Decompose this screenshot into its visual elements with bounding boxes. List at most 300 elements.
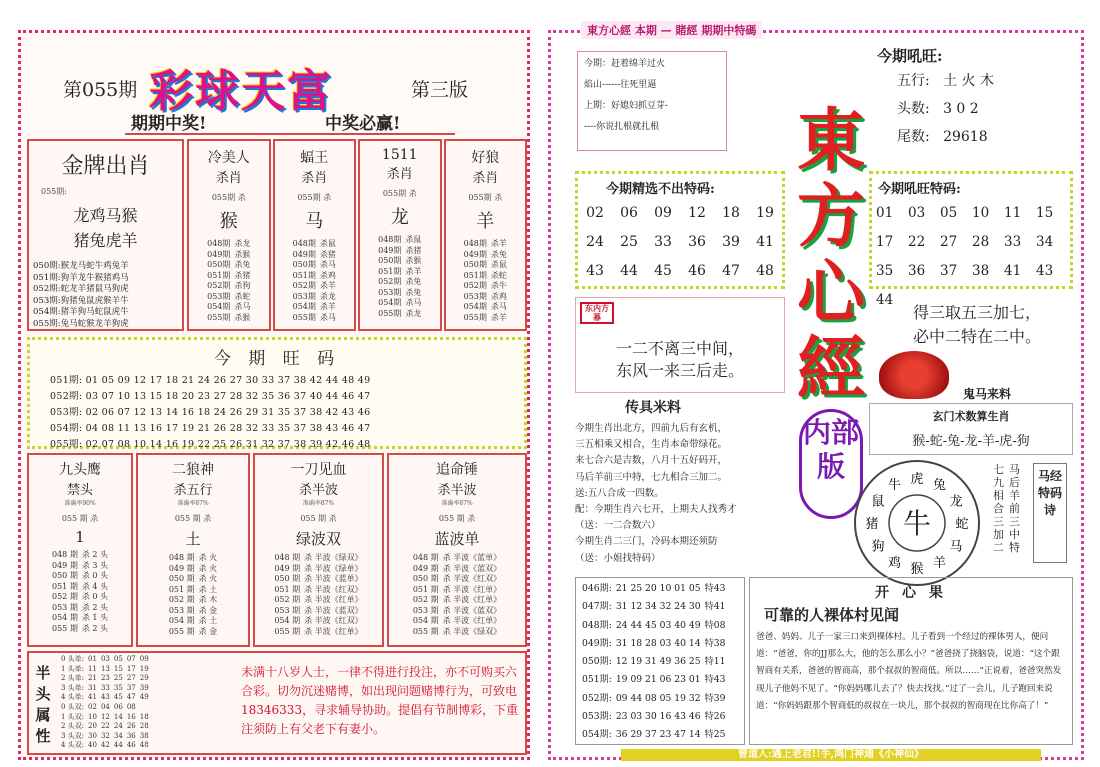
killer-box bbox=[187, 139, 271, 331]
cell: 杀 0 头 bbox=[81, 592, 108, 601]
cell: 杀 火 bbox=[198, 563, 218, 573]
bottom-value: 1 bbox=[75, 528, 85, 546]
killer-table bbox=[291, 239, 338, 323]
killer-sub: 杀肖 bbox=[472, 171, 499, 186]
number-cell: 02 bbox=[586, 205, 604, 221]
cell bbox=[138, 703, 151, 713]
cell: 048期 bbox=[463, 239, 487, 248]
cell: 杀猴 bbox=[234, 249, 251, 259]
number-cell: 43 bbox=[586, 263, 604, 279]
cell: 杀 半波《红双》 bbox=[442, 574, 502, 583]
number-cell: 24 bbox=[586, 234, 604, 250]
wheel-zodiac-label: 鼠 bbox=[871, 494, 885, 510]
cell: 054 期 bbox=[52, 613, 78, 622]
cell: 048 期 bbox=[274, 553, 301, 562]
number-cell: 41 bbox=[1004, 263, 1022, 279]
cell: 杀猪 bbox=[319, 249, 336, 259]
number-cell: 48 bbox=[756, 263, 774, 279]
cell: 杀 半波《红单》 bbox=[304, 626, 363, 636]
wheel-zodiac-label: 虎 bbox=[910, 472, 924, 487]
cell: 02 bbox=[88, 702, 97, 711]
cell: 41 bbox=[88, 693, 97, 702]
poem-line: 今期：赶着绵羊过火 bbox=[584, 59, 666, 69]
killer-name: 蝠王 bbox=[300, 150, 329, 166]
bottom-sub: 杀五行 bbox=[173, 483, 213, 498]
cell: 4 头单: bbox=[61, 693, 85, 702]
kaixin-headline: 可靠的人裸体村见闻 bbox=[764, 606, 900, 624]
cell: 052期 bbox=[207, 281, 231, 290]
cell: 杀羊 bbox=[319, 302, 336, 311]
cell: 052 期 bbox=[52, 592, 78, 601]
wheel-zodiac-label: 马 bbox=[949, 539, 963, 555]
cell: 054 期 bbox=[168, 616, 195, 625]
buchu-box bbox=[575, 171, 785, 289]
verse-line: 得三取五三加七， bbox=[913, 303, 1042, 322]
cell: 16 bbox=[126, 712, 136, 721]
cell: 特38 bbox=[704, 637, 726, 649]
slogan-bar bbox=[125, 109, 455, 135]
killer-issue: 055期 杀 bbox=[297, 193, 332, 202]
wangma-box bbox=[27, 337, 527, 449]
sub-title: 内部版 bbox=[799, 409, 863, 519]
cell: 杀鼠 bbox=[405, 235, 422, 244]
bottom-title: 二狼神 bbox=[172, 462, 214, 478]
cell: 杀 木 bbox=[198, 595, 218, 604]
cell: 杀猪 bbox=[405, 245, 422, 255]
cell: 053期 bbox=[207, 291, 231, 301]
history-box bbox=[575, 577, 745, 745]
number-cell: 03 bbox=[908, 205, 926, 221]
bottom-table bbox=[411, 553, 503, 637]
cell: 055期 bbox=[207, 312, 231, 322]
cell: 杀 半波《红双》 bbox=[304, 584, 363, 594]
jinqi-weishu bbox=[877, 126, 1073, 146]
cell: 特11 bbox=[704, 656, 726, 668]
cell: 046期: bbox=[582, 583, 612, 594]
chuanju-line: 三五相乘又相合，生肖本命带绿花。 bbox=[575, 439, 728, 451]
jinqi-box bbox=[877, 45, 1073, 167]
number-cell: 18 bbox=[722, 205, 740, 221]
cell: 31 12 34 32 24 30 bbox=[615, 601, 701, 613]
cell: 4 头双: bbox=[61, 741, 85, 750]
number-cell: 27 bbox=[940, 234, 958, 250]
number-cell: 36 bbox=[908, 263, 926, 279]
slogan-left: 期期中奖! bbox=[131, 114, 207, 134]
cell: 049 期 bbox=[168, 563, 195, 573]
cell: 051 期 bbox=[274, 584, 301, 594]
cell: 053 期 bbox=[274, 605, 301, 615]
cell: 048期: bbox=[582, 619, 612, 631]
tiger-icon bbox=[879, 351, 949, 399]
cell: 杀羊 bbox=[490, 239, 507, 248]
chuanju-line: 送:五八合成一四数。 bbox=[575, 487, 664, 499]
killer-box bbox=[273, 139, 357, 331]
wheel-zodiac-label: 狗 bbox=[871, 539, 885, 555]
number-cell: 19 bbox=[756, 205, 774, 221]
side-stamp: 马经特码诗 bbox=[1033, 463, 1067, 563]
cell: 2 头单: bbox=[61, 674, 85, 683]
chuanju-line: （送：一二合数六） bbox=[575, 520, 661, 532]
cell: 45 bbox=[113, 693, 123, 702]
cell: 杀马 bbox=[490, 302, 507, 311]
xuanmen-line: 猴-蛇-兔-龙-羊-虎-狗 bbox=[912, 434, 1030, 449]
cell: 34 bbox=[113, 731, 123, 740]
cell: 31 bbox=[88, 683, 97, 692]
cell: 12 19 31 49 36 25 bbox=[615, 656, 701, 668]
cell: 050期: bbox=[582, 656, 612, 668]
cell: 杀龙 bbox=[405, 308, 422, 318]
cell: 特43 bbox=[704, 674, 726, 686]
cell: 050 期 bbox=[412, 574, 439, 583]
poem-line: 上期：好媳妇抓豆芽- bbox=[584, 101, 669, 111]
jinpai-history-row: 052期:蛇龙羊猪鼠马狗虎 bbox=[33, 284, 129, 294]
cell: 杀 4 头 bbox=[81, 581, 108, 591]
cell: 杀 火 bbox=[198, 574, 218, 583]
cell: 40 bbox=[88, 741, 97, 750]
cell: 3 头单: bbox=[61, 683, 85, 692]
cell: 055期 bbox=[292, 312, 316, 322]
number-cell: 06 bbox=[620, 205, 638, 221]
bottom-sub: 禁头 bbox=[66, 483, 93, 498]
cell: 054期: bbox=[582, 729, 612, 741]
cell: 049 期 bbox=[52, 560, 78, 570]
cell: 13 bbox=[100, 664, 110, 673]
cell: 杀蛇 bbox=[234, 291, 251, 301]
bottom-box bbox=[27, 453, 133, 647]
cell: 杀 半波《绿双》 bbox=[442, 626, 502, 636]
cell: 052期: bbox=[582, 692, 612, 704]
cell: 19 bbox=[139, 664, 149, 673]
killer-table bbox=[205, 239, 252, 323]
cell: 052 期 bbox=[168, 595, 195, 604]
jinpai-history-row: 051期:狗羊龙牛猴猪鸡马 bbox=[33, 272, 129, 283]
number-cell: 43 bbox=[1036, 263, 1054, 279]
cell: 055期 bbox=[463, 312, 487, 322]
wangma-row: 051期: 01 05 09 12 17 18 21 24 26 27 30 33 37 38 42 44 48 49 bbox=[50, 375, 371, 386]
chuanju-line: 配：今期生肖六七开，上期夫人找秀才 bbox=[575, 504, 737, 516]
killer-issue: 055期 杀 bbox=[468, 193, 503, 202]
cell: 051期 bbox=[292, 270, 316, 280]
cell: 43 bbox=[100, 693, 110, 702]
bottom-value: 土 bbox=[185, 530, 201, 548]
cell: 杀马 bbox=[319, 312, 336, 322]
bottom-table bbox=[50, 550, 110, 634]
cell: 32 bbox=[100, 731, 110, 740]
number-cell: 33 bbox=[1004, 234, 1022, 250]
killer-sub: 杀肖 bbox=[386, 167, 413, 182]
side-verse2: 马后羊前三中特 bbox=[1009, 463, 1020, 554]
houwang-grid bbox=[872, 199, 1070, 315]
killer-box bbox=[358, 139, 442, 331]
cell: 44 bbox=[113, 741, 123, 750]
cell: 杀马 bbox=[319, 260, 336, 269]
wangma-row: 053期: 02 06 07 12 13 14 16 18 24 26 29 31 35 37 38 42 43 46 bbox=[50, 407, 371, 418]
kaixin-title: 开 心 果 bbox=[875, 585, 947, 601]
killer-name: 1511 bbox=[381, 147, 418, 163]
number-cell: 01 bbox=[876, 205, 894, 221]
cell: 35 bbox=[113, 683, 123, 692]
wangma-row: 054期: 04 08 11 13 16 17 19 21 26 28 32 33 35 37 38 43 46 47 bbox=[50, 423, 371, 434]
cell: 050期 bbox=[292, 260, 316, 269]
bottom-sub: 杀半波 bbox=[298, 483, 338, 498]
number-cell: 44 bbox=[876, 292, 894, 308]
verse-line: 一二不离三中间， bbox=[616, 339, 745, 358]
cell: 26 bbox=[126, 722, 136, 731]
bottom-box bbox=[136, 453, 250, 647]
accuracy: 准确率87% bbox=[441, 500, 473, 507]
cell: 36 bbox=[126, 731, 136, 740]
wheel-zodiac-label: 龙 bbox=[949, 494, 963, 510]
cell: 048 期 bbox=[168, 553, 195, 562]
killer-table bbox=[462, 239, 509, 323]
cell: 杀羊 bbox=[490, 312, 507, 322]
jinpai-issue: 055期: bbox=[41, 187, 67, 196]
wheel-center: 牛 bbox=[902, 507, 932, 540]
cell: 杀羊 bbox=[319, 281, 336, 290]
cell: 048期 bbox=[378, 235, 402, 244]
poem-line: ----你说扎根就扎根 bbox=[584, 122, 660, 132]
cell: 10 bbox=[88, 712, 97, 721]
cell: 22 bbox=[100, 722, 110, 731]
killer-box bbox=[444, 139, 528, 331]
number-cell: 25 bbox=[620, 234, 638, 250]
cell: 053期: bbox=[582, 711, 612, 723]
cell: 049期 bbox=[378, 245, 402, 255]
number-cell: 45 bbox=[654, 263, 672, 279]
bottom-box bbox=[387, 453, 527, 647]
cell: 23 bbox=[100, 674, 110, 683]
killer-value: 马 bbox=[305, 211, 324, 232]
cell: 38 bbox=[139, 731, 149, 740]
cell: 051期 bbox=[463, 270, 487, 280]
cell: 29 bbox=[139, 674, 149, 683]
cell: 053 期 bbox=[168, 605, 195, 615]
jinpai-title: 金牌出肖 bbox=[61, 154, 150, 179]
chuanju-line: 今期生肖出北方，四前九后有玄机， bbox=[575, 423, 728, 434]
chuanju-line: （送：小姐找特码） bbox=[575, 552, 661, 564]
chuanju-line: 来七合六是吉数，八月十五好码开， bbox=[575, 455, 728, 467]
cell: 杀 半波《蓝双》 bbox=[304, 605, 363, 615]
cell: 053 期 bbox=[412, 605, 439, 615]
cell: 23 03 30 16 43 46 bbox=[615, 711, 701, 723]
number-cell: 46 bbox=[688, 263, 706, 279]
jinqi-title: 今期吼旺: bbox=[877, 47, 943, 65]
cell: 055 期 bbox=[274, 626, 301, 636]
cell: 杀 2 头 bbox=[81, 602, 108, 612]
chuanju-line: 马后羊前三中特，七九相合三加二。 bbox=[575, 471, 728, 483]
cell: 054期 bbox=[463, 302, 487, 311]
cell: 19 09 21 06 23 01 bbox=[615, 674, 701, 686]
cell: 49 bbox=[139, 693, 149, 702]
wangma-title: 今 期 旺 码 bbox=[213, 349, 341, 369]
cell: 杀狗 bbox=[234, 281, 251, 290]
cell: 31 18 28 03 40 14 bbox=[615, 637, 701, 649]
cell: 1 头双: bbox=[61, 712, 85, 721]
wuxing-value: 土 火 木 bbox=[943, 73, 994, 89]
number-cell: 44 bbox=[620, 263, 638, 279]
cell: 18 bbox=[139, 712, 149, 721]
kaixin-box bbox=[749, 577, 1073, 745]
jinpai-history bbox=[33, 261, 182, 330]
cell: 050 期 bbox=[168, 574, 195, 583]
accuracy: 准确率87% bbox=[177, 500, 209, 507]
cell: 0 头单: bbox=[61, 655, 85, 663]
cell: 051期 bbox=[207, 270, 231, 280]
footer-banner: 曾道人:遇上老君!!手,鸿门神通《小神仙》 bbox=[621, 749, 1041, 761]
cell: 杀 2 头 bbox=[81, 623, 108, 633]
poem-box bbox=[577, 51, 727, 151]
cell: 055 期 bbox=[168, 626, 195, 636]
kaixin-body: 爸爸、妈妈、儿子一家三口来到裸体村。儿子看到一个经过的裸体男人，便问道：“爸爸，你的JJ那么大，他的怎么那么小？”爸爸挠了挠脑袋，说道：“这个跟智商有关系，爸爸的智商高，那个叔叔的智商低。所以……”正说着，爸爸突然发现儿子他妈不见了。“你妈妈哪儿去了？快去找找。”过了一会儿，儿子跑回来说道：“你妈妈跟那个智商低的叔叔在一块儿，那个叔叔的智商现在比你高了！” bbox=[756, 632, 1062, 711]
cell: 049 期 bbox=[274, 563, 301, 573]
cell: 053 期 bbox=[52, 602, 78, 612]
cell: 053期 bbox=[463, 291, 487, 301]
cell: 053期 bbox=[292, 291, 316, 301]
weishu-label: 尾数: bbox=[897, 129, 930, 145]
cell: 055 期 bbox=[52, 623, 78, 633]
cell: 杀 3 头 bbox=[81, 560, 108, 570]
houwang-title: 今期吼旺特码: bbox=[878, 182, 961, 197]
cell: 21 25 20 10 01 05 bbox=[615, 583, 701, 594]
cell: 37 bbox=[126, 683, 136, 692]
jinpai-history-row: 055期:兔马蛇猴龙羊狗虎 bbox=[33, 318, 129, 329]
cell: 杀鸡 bbox=[490, 291, 507, 301]
wuxing-label: 五行: bbox=[897, 73, 930, 89]
number-cell: 10 bbox=[972, 205, 990, 221]
top-banner: 東方心經 本期 — 賭經 期期中特碼 bbox=[581, 21, 762, 39]
cell: 杀猴 bbox=[405, 256, 422, 265]
killer-issue: 055期 杀 bbox=[382, 189, 417, 198]
cell: 杀鼠 bbox=[319, 239, 336, 248]
cell: 杀 土 bbox=[198, 584, 218, 594]
jinpai-box bbox=[27, 139, 184, 331]
weishu-value: 29618 bbox=[943, 129, 988, 145]
killer-table bbox=[376, 235, 423, 319]
bottom-title: 一刀见血 bbox=[290, 462, 347, 478]
cell: 杀 半波《蓝双》 bbox=[442, 605, 502, 615]
cell: 047期: bbox=[582, 601, 612, 613]
toushu-value: 3 0 2 bbox=[943, 101, 979, 117]
cell: 24 bbox=[113, 722, 123, 731]
cell: 特43 bbox=[704, 583, 726, 594]
cell: 25 bbox=[113, 674, 123, 683]
bottom-issue: 055 期 杀 bbox=[174, 514, 212, 523]
cell: 杀兔 bbox=[490, 249, 507, 259]
jinpai-history-row: 054期:猪羊狗马蛇鼠虎牛 bbox=[33, 307, 129, 317]
cell: 48 bbox=[139, 741, 149, 750]
killer-issue: 055期 杀 bbox=[211, 193, 246, 202]
cell: 杀 半波《蓝单》 bbox=[442, 553, 502, 562]
killer-name: 冷美人 bbox=[207, 150, 250, 166]
cell: 051 期 bbox=[412, 584, 439, 594]
bottom-value: 蓝波单 bbox=[434, 530, 480, 548]
bottom-box bbox=[253, 453, 384, 647]
jinqi-toushu bbox=[877, 98, 1073, 118]
number-cell: 11 bbox=[1004, 205, 1022, 221]
zodiac-wheel bbox=[851, 457, 983, 589]
cell: 049 期 bbox=[412, 563, 439, 573]
cell: 杀 半波《红单》 bbox=[442, 616, 502, 625]
cell: 杀猪 bbox=[234, 270, 251, 280]
cell: 28 bbox=[139, 722, 149, 731]
bottom-boxes bbox=[27, 453, 527, 647]
cell: 1 头单: bbox=[61, 664, 85, 673]
verse-line: 东风一来三后走。 bbox=[616, 361, 745, 380]
killer-name: 好狼 bbox=[471, 150, 500, 166]
cell: 杀龙 bbox=[234, 239, 251, 248]
cell: 杀龙 bbox=[319, 291, 336, 301]
cell: 06 bbox=[113, 702, 123, 711]
bottom-issue: 055 期 杀 bbox=[61, 514, 99, 523]
wheel-zodiac-label: 鸡 bbox=[887, 556, 902, 571]
buchu-title: 今期精选不出特码: bbox=[606, 182, 715, 197]
xuanmen-title: 玄门术数算生肖 bbox=[932, 410, 1010, 423]
cell: 杀 2 头 bbox=[81, 550, 108, 559]
cell: 05 bbox=[113, 655, 123, 663]
verse-box bbox=[575, 297, 785, 393]
cell: 杀 火 bbox=[198, 553, 218, 562]
cell: 052期 bbox=[378, 277, 402, 286]
cell: 杀 半波《红单》 bbox=[304, 595, 363, 604]
cell: 杀 半波《绿单》 bbox=[304, 563, 363, 573]
chuanju-title: 传具米料 bbox=[625, 400, 681, 416]
cell: 30 bbox=[88, 731, 97, 740]
number-cell: 35 bbox=[876, 263, 894, 279]
cell: 054期 bbox=[292, 302, 316, 311]
cell: 14 bbox=[113, 712, 123, 721]
killer-value: 龙 bbox=[390, 207, 409, 228]
cell: 3 头双: bbox=[61, 731, 85, 740]
cell: 054 期 bbox=[274, 616, 301, 625]
number-cell: 09 bbox=[654, 205, 672, 221]
jinpai-line1: 龙鸡马猴 bbox=[73, 206, 138, 225]
buchu-grid bbox=[578, 199, 782, 286]
cell: 15 bbox=[113, 664, 123, 673]
cell: 杀 半波《红单》 bbox=[442, 595, 502, 604]
cell: 杀鼠 bbox=[490, 260, 507, 269]
number-cell: 41 bbox=[756, 234, 774, 250]
bottom-table bbox=[167, 553, 219, 637]
cell: 特26 bbox=[704, 711, 726, 723]
cell: 杀牛 bbox=[490, 281, 507, 290]
cell: 08 bbox=[126, 702, 136, 711]
cell: 杀 半波《红双》 bbox=[304, 616, 363, 625]
cell: 杀兔 bbox=[405, 277, 422, 286]
poem-line: 焰山------往死里逼 bbox=[584, 80, 657, 90]
cell: 特41 bbox=[704, 601, 726, 613]
cell: 050 期 bbox=[52, 571, 78, 580]
cell: 20 bbox=[88, 722, 97, 731]
cell: 27 bbox=[126, 674, 136, 683]
bottom-issue: 055 期 杀 bbox=[300, 514, 337, 523]
cell: 052 期 bbox=[274, 595, 301, 604]
cell: 杀蛇 bbox=[490, 270, 507, 280]
wheel-zodiac-label: 猪 bbox=[865, 517, 879, 532]
cell: 2 头双: bbox=[61, 722, 85, 731]
killer-boxes bbox=[187, 139, 527, 331]
cell: 053期 bbox=[378, 287, 402, 297]
killer-sub: 杀肖 bbox=[215, 171, 242, 186]
cell: 杀 半波《绿双》 bbox=[304, 553, 363, 562]
chuanju-box bbox=[575, 397, 789, 573]
verse2-box bbox=[913, 301, 1041, 349]
jinpai-line2: 猪兔虎羊 bbox=[73, 231, 138, 250]
bottom-value: 绿波双 bbox=[295, 530, 341, 548]
jinpai-history-row: 053期:狗猪兔鼠虎猴羊牛 bbox=[33, 295, 129, 306]
cell: 050期 bbox=[463, 260, 487, 269]
cell: 17 bbox=[126, 664, 136, 673]
number-cell: 05 bbox=[940, 205, 958, 221]
